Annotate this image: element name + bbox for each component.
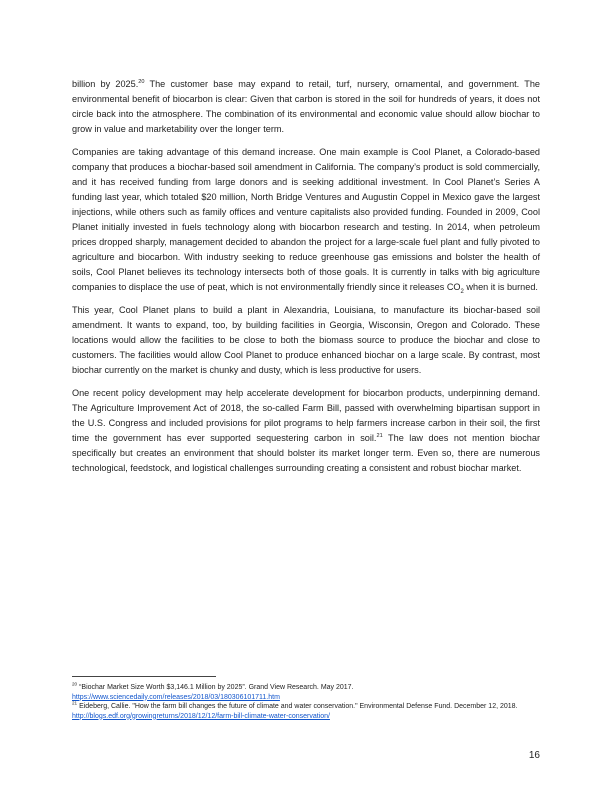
paragraph-text: when it is burned. (463, 282, 538, 292)
footnote-number: 20 (72, 681, 78, 687)
paragraph-1 (72, 77, 540, 137)
footnote-divider (72, 676, 216, 677)
paragraph-text: One recent policy development may help accelerate development for biocarbon products, underpinning demand. The Agriculture Improvement Act of 2018, the so-called Farm Bill, passed with overwhelming bipartisan support in the U.S. Congress and included provisions for pilot programs to help farmers increase carbon in their soil, the first time the government has ever supported sequestering carbon in soil. (72, 388, 540, 443)
paragraph-text: Companies are taking advantage of this demand increase. One main example is Cool Planet, a Colorado-based company that produces a biochar-based soil amendment in California. The company’s product is sold commercially, and it has received funding from large donors and is seeking additional investment. In Cool Planet’s Series A funding last year, which totaled $20 million, North Bridge Ventures and Augustin Coppel in Mexico gave the largest injections, while others such as family offices and venture capitalists also provided funding. Founded in 2009, Cool Planet initially invested in fuels technology along with biocarbon research and testing. In 2014, when petroleum prices dropped sharply, management decided to abandon the project for a large-scale fuel plant and fully pivoted to agriculture and biocarbon. With industry seeking to reduce greenhouse gas emissions and bolster the health of soils, Cool Planet believes its technology intersects both of those goals. It is currently in talks with big agriculture companies to displace the use of peat, which is not environmentally friendly since it releases CO (72, 147, 540, 292)
paragraph-3: This year, Cool Planet plans to build a plant in Alexandria, Louisiana, to manufacture its biochar-based soil amendment. It wants to expand, too, by building facilities in Georgia, Wisconsin, Oregon and Colorado. These locations would allow the facilities to be close to both the biomass source to produce the biochar and close to customers. The facilities would allow Cool Planet to produce enhanced biochar on a large scale. By contrast, most biochar currently on the market is chunky and dusty, which is less productive for users. (72, 305, 540, 375)
paragraph-2 (72, 145, 540, 295)
footnote-21 (72, 702, 540, 721)
footnote-link[interactable]: http://blogs.edf.org/growingreturns/2018/12/12/farm-bill-climate-water-conservation/ (72, 712, 330, 720)
footnote-ref-20[interactable]: 20 (138, 78, 145, 85)
footnote-link[interactable]: https://www.sciencedaily.com/releases/2018/03/180306101711.htm (72, 693, 280, 701)
footnote-text: Eideberg, Callie. "How the farm bill changes the future of climate and water conservation." Environmental Defense Fund. December 12, 2018. (77, 703, 518, 710)
paragraph-4 (72, 386, 540, 476)
paragraph-text: The customer base may expand to retail, turf, nursery, ornamental, and government. The environmental benefit of biocarbon is clear: Given that carbon is stored in the soil for hundreds of years, it does not circle back into the atmosphere. The combination of its environmental and economic value should allow biochar to grow in value and marketability over the longer term. (72, 79, 540, 134)
footnote-number: 21 (72, 700, 78, 706)
footnotes (72, 683, 540, 721)
footnote-20 (72, 683, 540, 702)
footnote-text: “Biochar Market Size Worth $3,146.1 Million by 2025”. Grand View Research. May 2017. (77, 684, 354, 691)
body-text (72, 77, 540, 484)
footnote-ref-21[interactable]: 21 (376, 432, 383, 439)
subscript-2: 2 (460, 288, 464, 295)
paragraph-text: The law does not mention biochar specifically but creates an environment that should bolster its market longer term. Even so, there are numerous technological, feedstock, and logistical challenges surrounding creating a consistent and robust biochar market. (72, 433, 541, 473)
page-number: 16 (528, 750, 540, 761)
paragraph-text: billion by 2025. (72, 79, 139, 89)
